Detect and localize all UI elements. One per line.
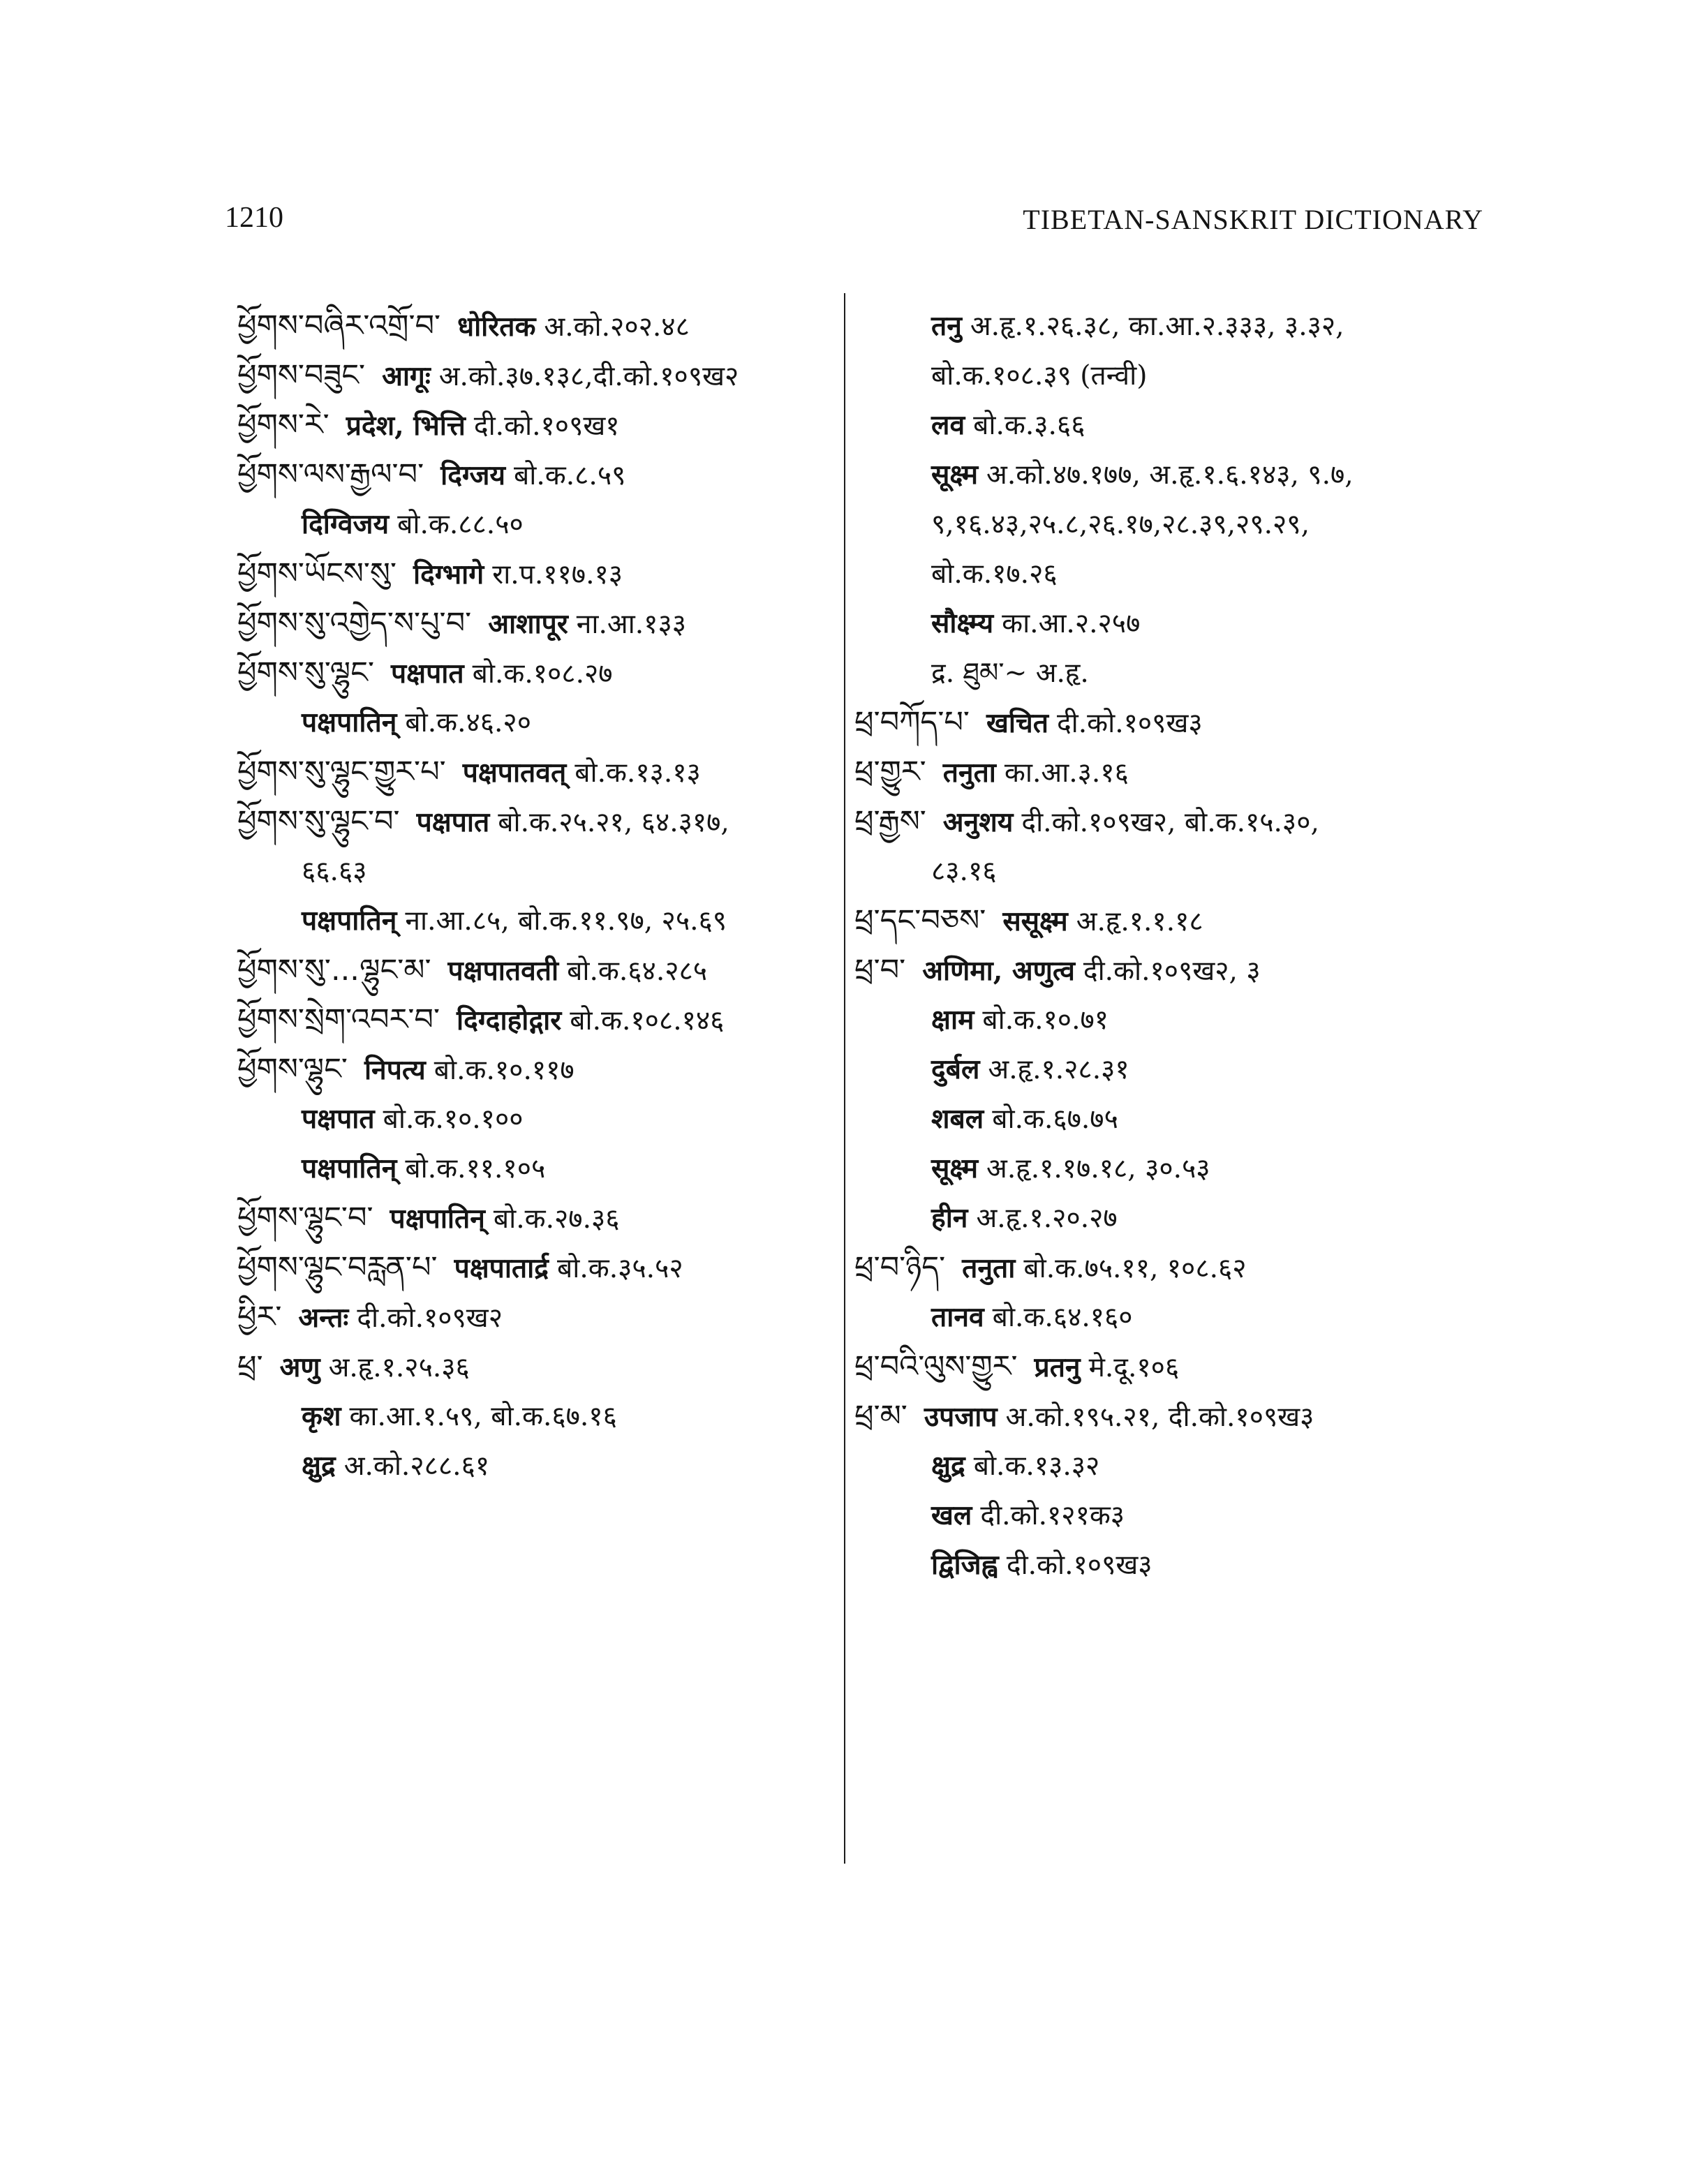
source-reference: बो.क.४६.२० bbox=[405, 707, 531, 738]
sanskrit-equivalent: पक्षपात bbox=[302, 1103, 375, 1135]
source-reference: द्र. ཐུམ་~ अ.हृ. bbox=[931, 658, 1089, 689]
tibetan-headword: ཕྲ་གྱུར་ bbox=[854, 755, 926, 789]
tibetan-headword: ཕྱོགས་ལས་རྒྱལ་བ་ bbox=[237, 457, 424, 492]
tibetan-headword: ཕྱིར་ bbox=[237, 1300, 282, 1335]
tibetan-headword: ཕྱོགས་རེ་ bbox=[237, 408, 329, 443]
source-reference: का.आ.२.२५७ bbox=[1002, 608, 1141, 639]
dictionary-entry bbox=[237, 599, 839, 648]
sanskrit-equivalent: कृश bbox=[302, 1400, 341, 1432]
source-reference: बो.क.७५.११, १०८.६२ bbox=[1023, 1253, 1247, 1284]
dictionary-subentry bbox=[854, 847, 1504, 896]
dictionary-entry bbox=[237, 1293, 839, 1342]
dictionary-entry bbox=[237, 797, 839, 847]
source-reference: ६६.६३ bbox=[302, 856, 367, 887]
tibetan-headword: ཕྱོགས་ཡོངས་སུ་ bbox=[237, 556, 396, 591]
source-reference: बो.क.६४.१६० bbox=[992, 1302, 1133, 1333]
page-number: 1210 bbox=[225, 202, 283, 234]
sanskrit-equivalent: पक्षपात bbox=[391, 658, 464, 690]
dictionary-subentry bbox=[854, 1144, 1504, 1194]
tibetan-headword: ཕྱོགས་སུ་ལྷུང་བ་ bbox=[237, 804, 400, 839]
sanskrit-equivalent: अणु bbox=[279, 1351, 320, 1383]
sanskrit-equivalent: पक्षपातार्द्र bbox=[454, 1252, 549, 1284]
dictionary-subentry bbox=[854, 995, 1504, 1045]
sanskrit-equivalent: लव bbox=[931, 409, 965, 441]
dictionary-subentry bbox=[854, 1491, 1504, 1540]
tibetan-headword: ཕྱོགས་ལྷུང་ bbox=[237, 1052, 348, 1087]
dictionary-entry bbox=[854, 797, 1504, 847]
tibetan-headword: ཕྲ་ bbox=[237, 1349, 263, 1384]
source-reference: ९,१६.४३,२५.८,२६.१७,२८.३९,२९.२९, bbox=[931, 509, 1310, 540]
tibetan-headword: ཕྱོགས་བཞིར་འགྲོ་བ་ bbox=[237, 309, 441, 343]
tibetan-headword: ཕྱོགས་སུ་...ལྷུང་མ་ bbox=[237, 953, 431, 988]
sanskrit-equivalent: आशापूर bbox=[488, 608, 568, 640]
source-reference: बो.क.१३.१३ bbox=[575, 757, 701, 789]
source-reference: अ.हृ.१.२८.३१ bbox=[988, 1054, 1129, 1085]
dictionary-subentry bbox=[237, 1441, 839, 1491]
dictionary-subentry bbox=[854, 599, 1504, 648]
sanskrit-equivalent: अनुशय bbox=[942, 806, 1014, 838]
source-reference: दी.को.१०९ख२ bbox=[357, 1302, 503, 1334]
sanskrit-equivalent: सूक्ष्म bbox=[931, 459, 979, 491]
tibetan-headword: ཕྲ་བཀོད་པ་ bbox=[854, 705, 970, 740]
tibetan-headword: ཕྱོགས་སུ་འགྱེད་ས་པུ་བ་ bbox=[237, 606, 472, 641]
source-reference: बो.क.१०८.३९ (तन्वी) bbox=[931, 360, 1148, 392]
dictionary-entry bbox=[237, 302, 839, 351]
source-reference: अ.हृ.१.१.१८ bbox=[1076, 906, 1203, 937]
sanskrit-equivalent: तानव bbox=[931, 1301, 984, 1333]
sanskrit-equivalent: ससूक्ष्म bbox=[1002, 905, 1068, 937]
sanskrit-equivalent: दुर्बल bbox=[931, 1053, 980, 1085]
source-reference: दी.को.१०९ख१ bbox=[473, 410, 620, 442]
sanskrit-equivalent: धोरितक bbox=[457, 311, 536, 343]
source-reference: बो.क.१३.३२ bbox=[973, 1450, 1100, 1482]
dictionary-entry bbox=[237, 549, 839, 599]
tibetan-headword: ཕྱོགས་ལྷུང་བ་ bbox=[237, 1201, 373, 1235]
sanskrit-equivalent: तनु bbox=[931, 310, 962, 342]
sanskrit-equivalent: पक्षपातवत् bbox=[462, 757, 567, 789]
source-reference: दी.को.१०९ख२, ३ bbox=[1083, 956, 1261, 987]
sanskrit-equivalent: प्रदेश, भित्ति bbox=[346, 410, 466, 442]
sanskrit-equivalent: आगूः bbox=[382, 360, 431, 392]
source-reference: दी.को.१२१क३ bbox=[980, 1500, 1125, 1531]
source-reference: बो.क.१०८.१४६ bbox=[570, 1005, 725, 1037]
source-reference: अ.हृ.१.१७.१८, ३०.५३ bbox=[986, 1153, 1210, 1184]
dictionary-subentry bbox=[854, 549, 1504, 599]
sanskrit-equivalent: पक्षपातिन् bbox=[302, 706, 397, 738]
sanskrit-equivalent: द्विजिह्व bbox=[931, 1549, 998, 1581]
dictionary-entry bbox=[237, 351, 839, 401]
sanskrit-equivalent: शबल bbox=[931, 1103, 984, 1135]
dictionary-subentry bbox=[854, 1194, 1504, 1243]
sanskrit-equivalent: तनुता bbox=[962, 1252, 1016, 1284]
running-head: TIBETAN-SANSKRIT DICTIONARY bbox=[1023, 204, 1483, 235]
dictionary-entry bbox=[854, 946, 1504, 995]
sanskrit-equivalent: दिग्विजय bbox=[302, 508, 390, 540]
source-reference: बो.क.२५.२१, ६४.३१७, bbox=[498, 807, 729, 838]
dictionary-entry bbox=[237, 748, 839, 797]
source-reference: रा.प.११७.१३ bbox=[492, 559, 623, 590]
tibetan-headword: ཕྲ་མ་ bbox=[854, 1399, 907, 1434]
dictionary-entry bbox=[854, 698, 1504, 748]
dictionary-subentry bbox=[854, 1094, 1504, 1144]
dictionary-subentry bbox=[854, 450, 1504, 500]
sanskrit-equivalent: क्षाम bbox=[931, 1004, 974, 1036]
tibetan-headword: ཕྲ་རྒྱས་ bbox=[854, 804, 926, 839]
sanskrit-equivalent: खल bbox=[931, 1499, 972, 1531]
sanskrit-equivalent: खचित bbox=[986, 707, 1048, 739]
dictionary-subentry bbox=[237, 500, 839, 549]
sanskrit-equivalent: दिग्भागे bbox=[413, 558, 484, 590]
dictionary-entry bbox=[237, 450, 839, 500]
dictionary-subentry bbox=[237, 1392, 839, 1441]
source-reference: बो.क.१०.११७ bbox=[433, 1055, 575, 1086]
source-reference: दी.को.१०९ख३ bbox=[1056, 708, 1203, 739]
sanskrit-equivalent: सौक्ष्म्य bbox=[931, 607, 994, 639]
dictionary-entry bbox=[237, 1243, 839, 1293]
source-reference: बो.क.१०.७१ bbox=[982, 1004, 1109, 1036]
source-reference: बो.क.३.६६ bbox=[973, 410, 1085, 441]
source-reference: अ.हृ.१.२०.२७ bbox=[976, 1203, 1118, 1234]
source-reference: अ.को.२८८.६१ bbox=[343, 1450, 490, 1482]
source-reference: बो.क.८८.५० bbox=[397, 509, 524, 540]
source-reference: का.आ.१.५९, बो.क.६७.१६ bbox=[349, 1401, 617, 1432]
sanskrit-equivalent: उपजाप bbox=[924, 1401, 998, 1433]
source-reference: बो.क.१०८.२७ bbox=[472, 658, 613, 690]
dictionary-subentry bbox=[237, 1144, 839, 1194]
dictionary-subentry bbox=[237, 896, 839, 946]
tibetan-headword: ཕྱོགས་སུ་ལྷུང་གྱུར་པ་ bbox=[237, 755, 446, 789]
sanskrit-equivalent: क्षुद्र bbox=[931, 1450, 965, 1482]
source-reference: अ.को.२०२.४८ bbox=[544, 311, 690, 343]
source-reference: अ.हृ.१.२५.३६ bbox=[328, 1352, 470, 1383]
dictionary-subentry bbox=[854, 1045, 1504, 1094]
right-column bbox=[854, 302, 1504, 1590]
source-reference: अ.को.१९५.२१, दी.को.१०९ख३ bbox=[1005, 1402, 1314, 1433]
dictionary-entry bbox=[854, 1392, 1504, 1441]
dictionary-subentry bbox=[854, 500, 1504, 549]
source-reference: ना.आ.१३३ bbox=[576, 609, 687, 640]
dictionary-entry bbox=[854, 748, 1504, 797]
sanskrit-equivalent: दिग्दाहोद्गार bbox=[457, 1004, 562, 1037]
source-reference: बो.क.११.१०५ bbox=[405, 1153, 546, 1184]
column-divider bbox=[844, 293, 845, 1864]
sanskrit-equivalent: तनुता bbox=[942, 757, 996, 789]
dictionary-entry bbox=[237, 1045, 839, 1094]
sanskrit-equivalent: पक्षपातिन् bbox=[390, 1203, 485, 1235]
sanskrit-equivalent: दिग्जय bbox=[440, 459, 506, 491]
source-reference: बो.क.१७.२६ bbox=[931, 558, 1058, 590]
sanskrit-equivalent: पक्षपातिन् bbox=[302, 1152, 397, 1184]
sanskrit-equivalent: अणिमा, अणुत्व bbox=[922, 955, 1075, 987]
dictionary-subentry bbox=[854, 1540, 1504, 1590]
dictionary-subentry bbox=[854, 401, 1504, 450]
tibetan-headword: ཕྱོགས་ལྷུང་བརླན་པ་ bbox=[237, 1250, 438, 1285]
tibetan-headword: ཕྲ་བ་ bbox=[854, 953, 906, 988]
dictionary-subentry bbox=[854, 648, 1504, 698]
dictionary-entry bbox=[237, 995, 839, 1045]
tibetan-headword: ཕྱོགས་སྲེག་འབར་བ་ bbox=[237, 1002, 440, 1037]
source-reference: का.आ.३.१६ bbox=[1004, 757, 1129, 789]
source-reference: बो.क.८.५९ bbox=[514, 460, 626, 491]
source-reference: बो.क.३५.५२ bbox=[556, 1253, 683, 1284]
sanskrit-equivalent: क्षुद्र bbox=[302, 1450, 336, 1482]
sanskrit-equivalent: हीन bbox=[931, 1202, 968, 1234]
sanskrit-equivalent: सूक्ष्म bbox=[931, 1152, 979, 1184]
dictionary-entry bbox=[237, 1194, 839, 1243]
sanskrit-equivalent: पक्षपात bbox=[416, 806, 490, 838]
dictionary-entry bbox=[854, 896, 1504, 946]
source-reference: दी.को.१०९ख२, बो.क.१५.३०, bbox=[1021, 807, 1319, 838]
source-reference: मे.दू.१०६ bbox=[1088, 1352, 1180, 1383]
dictionary-entry bbox=[854, 1342, 1504, 1392]
sanskrit-equivalent: निपत्य bbox=[364, 1054, 426, 1086]
source-reference: बो.क.२७.३६ bbox=[493, 1203, 620, 1235]
dictionary-entry bbox=[854, 1243, 1504, 1293]
dictionary-subentry bbox=[854, 1293, 1504, 1342]
source-reference: बो.क.१०.१०० bbox=[383, 1104, 524, 1135]
tibetan-headword: ཕྱོགས་བཟུང་ bbox=[237, 358, 366, 393]
source-reference: बो.क.६७.७५ bbox=[992, 1104, 1118, 1135]
source-reference: अ.को.४७.१७७, अ.हृ.१.६.१४३, ९.७, bbox=[986, 459, 1354, 491]
dictionary-entry bbox=[237, 1342, 839, 1392]
tibetan-headword: ཕྱོགས་སུ་ལྷུང་ bbox=[237, 655, 374, 690]
dictionary-subentry bbox=[854, 1441, 1504, 1491]
sanskrit-equivalent: प्रतनु bbox=[1034, 1351, 1081, 1383]
source-reference: बो.क.६४.२८५ bbox=[567, 956, 708, 987]
dictionary-entry bbox=[237, 946, 839, 995]
sanskrit-equivalent: पक्षपातिन् bbox=[302, 905, 397, 937]
dictionary-entry bbox=[237, 401, 839, 450]
dictionary-subentry bbox=[237, 1094, 839, 1144]
dictionary-subentry bbox=[854, 302, 1504, 351]
sanskrit-equivalent: पक्षपातवती bbox=[447, 955, 559, 987]
source-reference: ८३.१६ bbox=[931, 856, 997, 887]
tibetan-headword: ཕྲ་བའི་ལུས་གྱུར་ bbox=[854, 1349, 1018, 1384]
left-column bbox=[237, 302, 839, 1491]
source-reference: अ.हृ.१.२६.३८, का.आ.२.३३३, ३.३२, bbox=[970, 311, 1344, 342]
source-reference: अ.को.३७.१३८,दी.को.१०९ख२ bbox=[438, 361, 739, 392]
dictionary-subentry bbox=[237, 698, 839, 748]
dictionary-subentry bbox=[854, 351, 1504, 401]
tibetan-headword: ཕྲ་དང་བཅས་ bbox=[854, 903, 986, 938]
source-reference: ना.आ.८५, बो.क.११.९७, २५.६९ bbox=[405, 905, 727, 937]
sanskrit-equivalent: अन्तः bbox=[298, 1302, 349, 1334]
dictionary-entry bbox=[237, 648, 839, 698]
tibetan-headword: ཕྲ་བ་ཉིད་ bbox=[854, 1250, 946, 1285]
dictionary-subentry bbox=[237, 847, 839, 896]
source-reference: दी.को.१०९ख३ bbox=[1006, 1550, 1152, 1581]
